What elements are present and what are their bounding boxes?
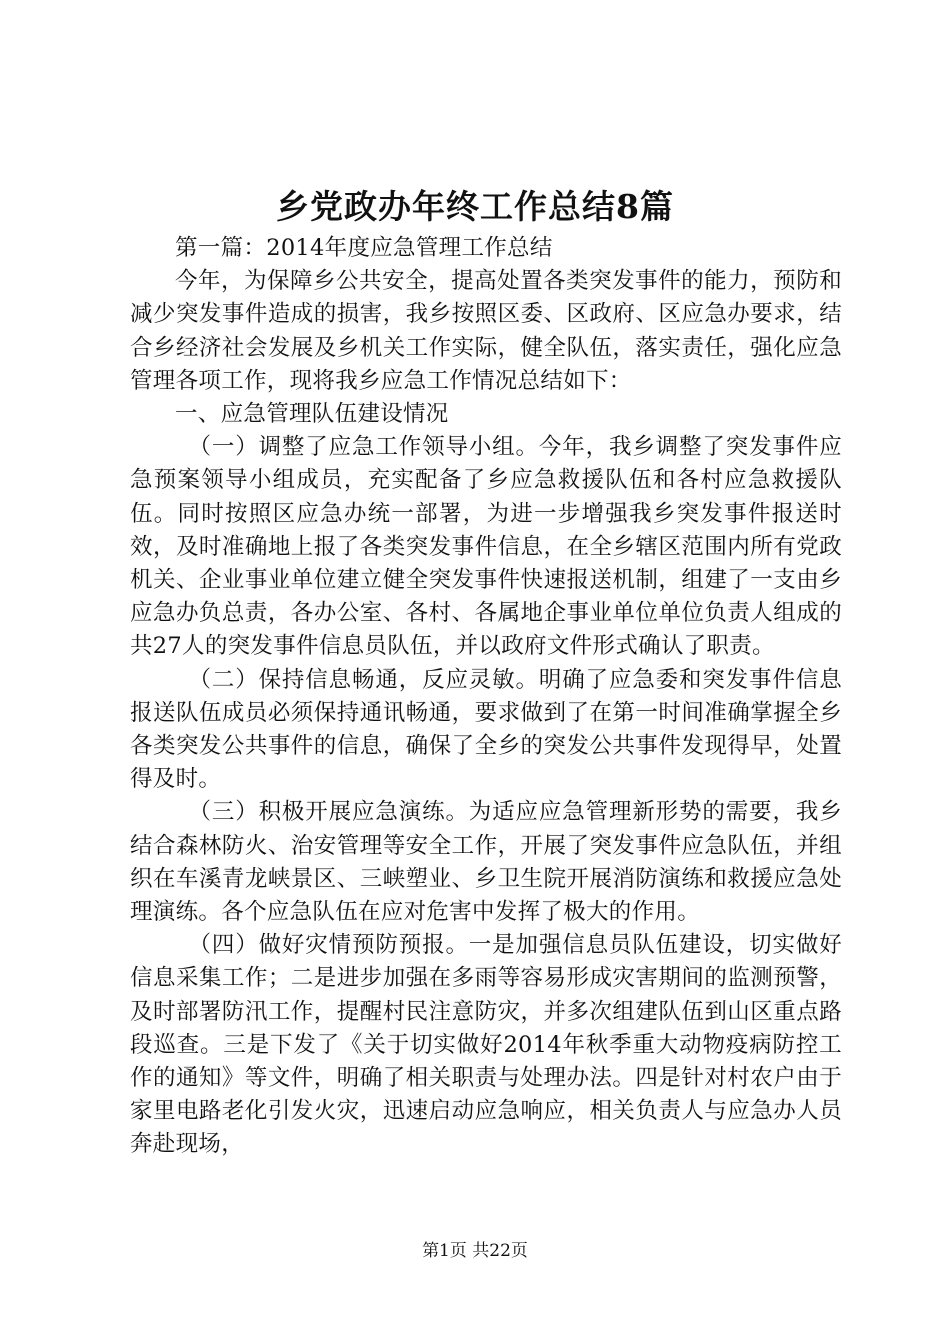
paragraph-item-3: （三）积极开展应急演练。为适应应急管理新形势的需要，我乡结合森林防火、治安管理等安全工作，开展了突发事件应急队伍，并组织在车溪青龙峡景区、三峡塑业、乡卫生院开展消防演练和救援应急处理演练。各个应急队伍在应对危害中发挥了极大的作用。: [130, 799, 842, 926]
paragraph-intro: 今年，为保障乡公共安全，提高处置各类突发事件的能力，预防和减少突发事件造成的损害，我乡按照区委、区政府、区应急办要求，结合乡经济社会发展及乡机关工作实际，健全队伍，落实责任，强化应急管理各项工作，现将我乡应急工作情况总结如下：: [130, 268, 842, 394]
paragraph-item-4: （四）做好灾情预防预报。一是加强信息员队伍建设，切实做好信息采集工作；二是进步加强在多雨等容易形成灾害期间的监测预警，及时部署防汛工作，提醒村民注意防灾，并多次组建队伍到山区重点路段巡查。三是下发了《关于切实做好2014年秋季重大动物疫病防控工作的通知》等文件，明确了相关职责与处理办法。四是针对村农户由于家里电路老化引发火灾，迅速启动应急响应，相关负责人与应急办人员奔赴现场，: [130, 932, 842, 1158]
paragraph-item-2: （二）保持信息畅通，反应灵敏。明确了应急委和突发事件信息报送队伍成员必须保持通讯畅通，要求做到了在第一时间准确掌握全乡各类突发公共事件的信息，确保了全乡的突发公共事件发现得早，处置得及时。: [130, 666, 842, 793]
document-body: [130, 232, 842, 1162]
part-heading: 一、应急管理队伍建设情况: [175, 401, 449, 428]
paragraph-item-1: （一）调整了应急工作领导小组。今年，我乡调整了突发事件应急预案领导小组成员，充实配备了乡应急救援队伍和各村应急救援队伍。同时按照区应急办统一部署，为进一步增强我乡突发事件报送时效，及时准确地上报了各类突发事件信息，在全乡辖区范围内所有党政机关、企业事业单位建立健全突发事件快速报送机制，组建了一支由乡应急办负总责，各办公室、各村、各属地企事业单位单位负责人组成的共27人的突发事件信息员队伍，并以政府文件形式确认了职责。: [130, 434, 842, 660]
section-heading: 第一篇：2014年度应急管理工作总结: [175, 235, 553, 261]
page-footer: 第1页 共22页: [422, 1241, 528, 1261]
document-title: 乡党政办年终工作总结8篇: [276, 187, 674, 226]
